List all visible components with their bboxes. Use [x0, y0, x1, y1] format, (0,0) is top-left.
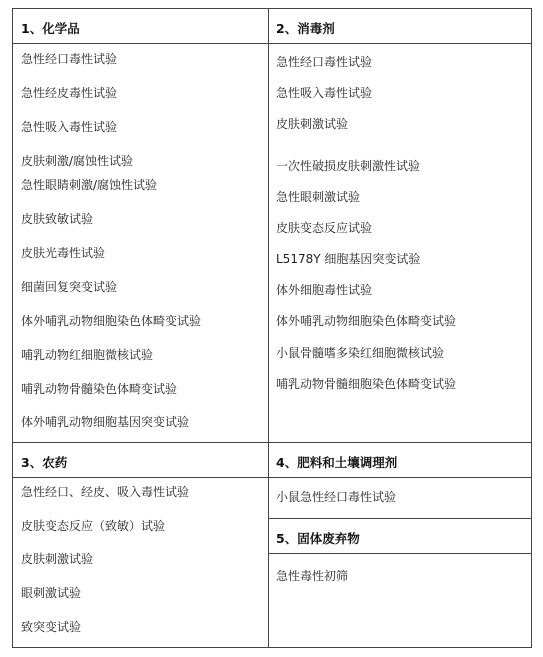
column-divider — [268, 9, 269, 647]
section-title-disinfectants: 2、消毒剂 — [276, 21, 335, 36]
list-item: 一次性破损皮肤刺激性试验 — [276, 159, 421, 173]
list-item: 体外哺乳动物细胞染色体畸变试验 — [276, 314, 457, 328]
list-item: 皮肤刺激试验 — [276, 117, 349, 131]
row-divider — [13, 442, 531, 443]
list-item: 细菌回复突变试验 — [21, 280, 118, 294]
list-item: 皮肤刺激/腐蚀性试验 — [21, 154, 134, 168]
list-item: L5178Y 细胞基因突变试验 — [276, 252, 421, 266]
row-divider — [13, 477, 531, 478]
list-item: 皮肤光毒性试验 — [21, 246, 106, 260]
row-divider — [268, 553, 531, 554]
list-item: 哺乳动物红细胞微核试验 — [21, 348, 154, 362]
list-item: 急性经皮毒性试验 — [21, 86, 118, 100]
list-item: 体外哺乳动物细胞基因突变试验 — [21, 415, 190, 429]
row-divider — [13, 43, 531, 44]
list-item: 致突变试验 — [21, 620, 82, 634]
list-item: 急性吸入毒性试验 — [276, 86, 373, 100]
list-item: 皮肤刺激试验 — [21, 552, 94, 566]
section-title-pesticides: 3、农药 — [21, 455, 68, 470]
list-item: 急性经口毒性试验 — [21, 52, 118, 66]
section-title-solid-waste: 5、固体废弃物 — [276, 531, 360, 546]
list-item: 皮肤变态反应（致敏）试验 — [21, 519, 166, 533]
list-item: 急性毒性初筛 — [276, 569, 349, 583]
list-item: 体外哺乳动物细胞染色体畸变试验 — [21, 314, 202, 328]
section-title-fertilizers: 4、肥料和土壤调理剂 — [276, 455, 398, 470]
list-item: 急性眼刺激试验 — [276, 190, 361, 204]
test-items-table — [12, 8, 532, 648]
list-item: 急性眼睛刺激/腐蚀性试验 — [21, 178, 158, 192]
list-item: 小鼠急性经口毒性试验 — [276, 490, 397, 504]
list-item: 急性经口毒性试验 — [276, 55, 373, 69]
list-item: 体外细胞毒性试验 — [276, 283, 373, 297]
list-item: 眼刺激试验 — [21, 586, 82, 600]
section-title-chemicals: 1、化学品 — [21, 21, 80, 36]
list-item: 急性经口、经皮、吸入毒性试验 — [21, 485, 190, 499]
list-item: 皮肤变态反应试验 — [276, 221, 373, 235]
row-divider — [268, 518, 531, 519]
list-item: 皮肤致敏试验 — [21, 212, 94, 226]
list-item: 哺乳动物骨髓染色体畸变试验 — [21, 382, 178, 396]
list-item: 哺乳动物骨髓细胞染色体畸变试验 — [276, 377, 457, 391]
list-item: 小鼠骨髓嗜多染红细胞微核试验 — [276, 346, 445, 360]
list-item: 急性吸入毒性试验 — [21, 120, 118, 134]
